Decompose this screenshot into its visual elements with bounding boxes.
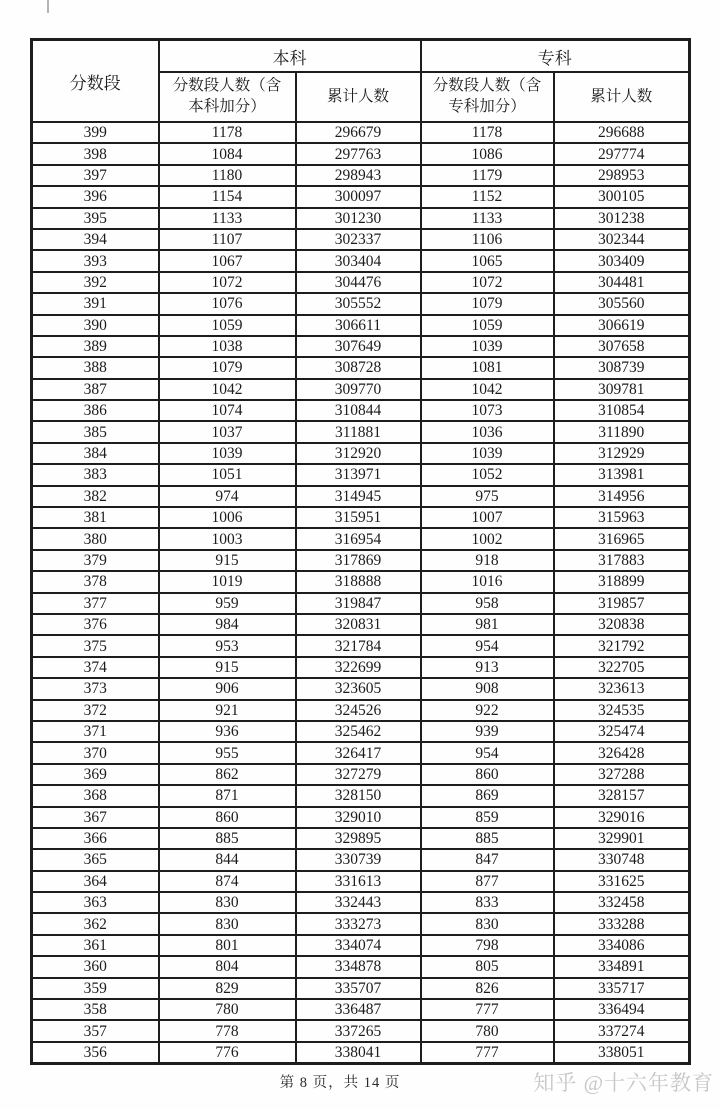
zhuanke-count-cell: 1079 [421, 293, 554, 314]
zhuanke-count-cell: 860 [421, 764, 554, 785]
table-row [32, 550, 690, 571]
benke-cumulative-cell: 316954 [296, 528, 421, 549]
benke-cumulative-cell: 314945 [296, 486, 421, 507]
benke-count-cell: 801 [159, 935, 296, 956]
zhuanke-cumulative-cell: 317883 [554, 550, 690, 571]
benke-count-cell: 974 [159, 486, 296, 507]
benke-count-cell: 862 [159, 764, 296, 785]
score-segment-cell: 397 [32, 165, 159, 186]
benke-count-cell: 1107 [159, 229, 296, 250]
score-segment-cell: 396 [32, 186, 159, 207]
zhuanke-cumulative-cell: 328157 [554, 785, 690, 806]
zhuanke-cumulative-cell: 303409 [554, 250, 690, 271]
benke-count-cell: 984 [159, 614, 296, 635]
score-segment-column-header: 分数段 [32, 40, 159, 123]
benke-count-cell: 776 [159, 1042, 296, 1064]
benke-count-cell: 1154 [159, 186, 296, 207]
zhuanke-cumulative-cell: 329901 [554, 828, 690, 849]
zhuanke-cumulative-cell: 323613 [554, 678, 690, 699]
benke-count-cell: 871 [159, 785, 296, 806]
table-row [32, 336, 690, 357]
benke-cumulative-cell: 332443 [296, 892, 421, 913]
table-row [32, 593, 690, 614]
benke-cumulative-cell: 306611 [296, 315, 421, 336]
page-footer [0, 1067, 720, 1097]
score-segment-cell: 361 [32, 935, 159, 956]
zhuanke-count-cell: 975 [421, 486, 554, 507]
zhuanke-cumulative-cell: 296688 [554, 122, 690, 143]
zhuanke-count-cell: 833 [421, 892, 554, 913]
benke-cumulative-header: 累计人数 [296, 72, 421, 122]
benke-count-cell: 1003 [159, 528, 296, 549]
table-row [32, 635, 690, 656]
benke-cumulative-cell: 328150 [296, 785, 421, 806]
benke-cumulative-cell: 331613 [296, 871, 421, 892]
score-segment-cell: 371 [32, 721, 159, 742]
benke-count-cell: 780 [159, 999, 296, 1020]
benke-count-cell: 1019 [159, 571, 296, 592]
table-row [32, 443, 690, 464]
zhuanke-count-cell: 1036 [421, 421, 554, 442]
benke-cumulative-cell: 321784 [296, 635, 421, 656]
benke-cumulative-cell: 312920 [296, 443, 421, 464]
zhuanke-count-cell: 1072 [421, 272, 554, 293]
benke-count-cell: 906 [159, 678, 296, 699]
zhuanke-cumulative-cell: 326428 [554, 742, 690, 763]
zhuanke-count-cell: 1179 [421, 165, 554, 186]
zhuanke-count-cell: 777 [421, 999, 554, 1020]
score-segment-cell: 379 [32, 550, 159, 571]
zhuanke-count-cell: 1178 [421, 122, 554, 143]
benke-count-cell: 1067 [159, 250, 296, 271]
benke-count-cell: 860 [159, 807, 296, 828]
score-segment-cell: 390 [32, 315, 159, 336]
zhuanke-count-cell: 1065 [421, 250, 554, 271]
benke-count-cell: 844 [159, 849, 296, 870]
zhuanke-count-cell: 798 [421, 935, 554, 956]
benke-cumulative-cell: 337265 [296, 1020, 421, 1041]
zhuanke-count-cell: 1052 [421, 464, 554, 485]
benke-cumulative-cell: 296679 [296, 122, 421, 143]
benke-cumulative-cell: 301230 [296, 208, 421, 229]
zhuanke-count-cell: 830 [421, 913, 554, 934]
zhuanke-count-cell: 922 [421, 700, 554, 721]
zhuanke-count-cell: 913 [421, 657, 554, 678]
benke-cumulative-cell: 333273 [296, 913, 421, 934]
zhuanke-cumulative-cell: 304481 [554, 272, 690, 293]
benke-count-cell: 1059 [159, 315, 296, 336]
score-segment-cell: 388 [32, 357, 159, 378]
score-segment-cell: 362 [32, 913, 159, 934]
zhuanke-cumulative-cell: 315963 [554, 507, 690, 528]
zhuanke-count-cell: 1039 [421, 443, 554, 464]
table-row [32, 742, 690, 763]
zhuanke-count-cell: 1016 [421, 571, 554, 592]
zhuanke-cumulative-cell: 318899 [554, 571, 690, 592]
group-header-row [32, 40, 690, 73]
table-row [32, 1042, 690, 1064]
benke-cumulative-cell: 338041 [296, 1042, 421, 1064]
zhuanke-count-cell: 908 [421, 678, 554, 699]
benke-count-cell: 1006 [159, 507, 296, 528]
zhuanke-cumulative-cell: 310854 [554, 400, 690, 421]
zhuanke-count-cell: 958 [421, 593, 554, 614]
zhuanke-cumulative-cell: 333288 [554, 913, 690, 934]
table-row [32, 956, 690, 977]
zhuanke-count-cell: 1152 [421, 186, 554, 207]
zhuanke-cumulative-cell: 307658 [554, 336, 690, 357]
benke-cumulative-cell: 329010 [296, 807, 421, 828]
benke-count-cell: 915 [159, 550, 296, 571]
zhuanke-count-cell: 877 [421, 871, 554, 892]
benke-cumulative-cell: 336487 [296, 999, 421, 1020]
zhuanke-count-header: 分数段人数（含专科加分） [421, 72, 554, 122]
table-header [32, 40, 690, 123]
score-segment-cell: 368 [32, 785, 159, 806]
zhuanke-cumulative-cell: 324535 [554, 700, 690, 721]
table-row [32, 700, 690, 721]
score-segment-cell: 370 [32, 742, 159, 763]
zhuanke-cumulative-cell: 301238 [554, 208, 690, 229]
table-row [32, 657, 690, 678]
zhuanke-count-cell: 1002 [421, 528, 554, 549]
score-segment-cell: 398 [32, 143, 159, 164]
score-segment-cell: 391 [32, 293, 159, 314]
zhuanke-cumulative-cell: 308739 [554, 357, 690, 378]
score-segment-cell: 380 [32, 528, 159, 549]
table-row [32, 571, 690, 592]
benke-count-cell: 1084 [159, 143, 296, 164]
table-row [32, 464, 690, 485]
benke-cumulative-cell: 320831 [296, 614, 421, 635]
page-number-indicator: 第 8 页，共 14 页 [279, 1075, 401, 1091]
score-segment-cell: 364 [32, 871, 159, 892]
table-row [32, 807, 690, 828]
zhuanke-count-cell: 939 [421, 721, 554, 742]
benke-cumulative-cell: 305552 [296, 293, 421, 314]
zhuanke-count-cell: 1106 [421, 229, 554, 250]
zhuanke-cumulative-cell: 309781 [554, 379, 690, 400]
benke-cumulative-cell: 330739 [296, 849, 421, 870]
zhuanke-cumulative-cell: 332458 [554, 892, 690, 913]
benke-count-header: 分数段人数（含本科加分） [159, 72, 296, 122]
benke-cumulative-cell: 319847 [296, 593, 421, 614]
zhuanke-cumulative-header: 累计人数 [554, 72, 690, 122]
scan-artifact-line [47, 0, 49, 13]
table-row [32, 614, 690, 635]
zhuanke-count-cell: 1073 [421, 400, 554, 421]
table-row [32, 678, 690, 699]
benke-cumulative-cell: 307649 [296, 336, 421, 357]
benke-cumulative-cell: 309770 [296, 379, 421, 400]
benke-cumulative-cell: 334878 [296, 956, 421, 977]
benke-cumulative-cell: 310844 [296, 400, 421, 421]
benke-cumulative-cell: 302337 [296, 229, 421, 250]
zhuanke-cumulative-cell: 312929 [554, 443, 690, 464]
table-row [32, 507, 690, 528]
benke-count-cell: 830 [159, 913, 296, 934]
score-segment-cell: 399 [32, 122, 159, 143]
score-segment-cell: 392 [32, 272, 159, 293]
benke-count-cell: 830 [159, 892, 296, 913]
score-segment-cell: 373 [32, 678, 159, 699]
score-segment-cell: 374 [32, 657, 159, 678]
score-segment-cell: 381 [32, 507, 159, 528]
score-segment-cell: 376 [32, 614, 159, 635]
benke-count-cell: 936 [159, 721, 296, 742]
score-segment-cell: 378 [32, 571, 159, 592]
score-segment-cell: 383 [32, 464, 159, 485]
benke-cumulative-cell: 327279 [296, 764, 421, 785]
score-segment-cell: 366 [32, 828, 159, 849]
benke-count-cell: 1039 [159, 443, 296, 464]
zhuanke-cumulative-cell: 331625 [554, 871, 690, 892]
table-row [32, 892, 690, 913]
table-row [32, 785, 690, 806]
table-row [32, 122, 690, 143]
zhuanke-cumulative-cell: 300105 [554, 186, 690, 207]
zhuanke-count-cell: 981 [421, 614, 554, 635]
zhuanke-cumulative-cell: 297774 [554, 143, 690, 164]
score-segment-cell: 365 [32, 849, 159, 870]
zhuanke-cumulative-cell: 313981 [554, 464, 690, 485]
zhuanke-cumulative-cell: 319857 [554, 593, 690, 614]
score-distribution-table [30, 38, 691, 1065]
benke-count-cell: 915 [159, 657, 296, 678]
zhuanke-cumulative-cell: 334086 [554, 935, 690, 956]
score-segment-cell: 395 [32, 208, 159, 229]
table-row [32, 165, 690, 186]
benke-count-cell: 1178 [159, 122, 296, 143]
zhuanke-cumulative-cell: 325474 [554, 721, 690, 742]
benke-count-cell: 885 [159, 828, 296, 849]
zhuanke-count-cell: 805 [421, 956, 554, 977]
zhuanke-cumulative-cell: 334891 [554, 956, 690, 977]
benke-cumulative-cell: 322699 [296, 657, 421, 678]
benke-cumulative-cell: 326417 [296, 742, 421, 763]
score-segment-cell: 384 [32, 443, 159, 464]
table-row [32, 229, 690, 250]
benke-cumulative-cell: 311881 [296, 421, 421, 442]
zhuanke-cumulative-cell: 305560 [554, 293, 690, 314]
zhuanke-count-cell: 869 [421, 785, 554, 806]
zhuanke-count-cell: 780 [421, 1020, 554, 1041]
benke-cumulative-cell: 313971 [296, 464, 421, 485]
benke-count-cell: 1072 [159, 272, 296, 293]
score-segment-cell: 369 [32, 764, 159, 785]
zhuanke-cumulative-cell: 335717 [554, 978, 690, 999]
zhuanke-count-cell: 1042 [421, 379, 554, 400]
zhuanke-count-cell: 1059 [421, 315, 554, 336]
benke-cumulative-cell: 304476 [296, 272, 421, 293]
benke-cumulative-cell: 315951 [296, 507, 421, 528]
zhuanke-count-cell: 826 [421, 978, 554, 999]
zhuanke-count-cell: 918 [421, 550, 554, 571]
zhuanke-cumulative-cell: 330748 [554, 849, 690, 870]
table-row [32, 293, 690, 314]
benke-group-header: 本科 [159, 40, 421, 73]
zhuanke-cumulative-cell: 320838 [554, 614, 690, 635]
score-segment-cell: 359 [32, 978, 159, 999]
benke-count-cell: 1180 [159, 165, 296, 186]
benke-cumulative-cell: 318888 [296, 571, 421, 592]
score-segment-cell: 357 [32, 1020, 159, 1041]
score-segment-cell: 358 [32, 999, 159, 1020]
table-row [32, 978, 690, 999]
zhuanke-group-header: 专科 [421, 40, 690, 73]
zhuanke-cumulative-cell: 327288 [554, 764, 690, 785]
score-segment-cell: 372 [32, 700, 159, 721]
benke-count-cell: 921 [159, 700, 296, 721]
benke-count-cell: 829 [159, 978, 296, 999]
zhuanke-cumulative-cell: 311890 [554, 421, 690, 442]
table-row [32, 721, 690, 742]
score-segment-cell: 393 [32, 250, 159, 271]
score-table-body [32, 122, 690, 1064]
zhuanke-count-cell: 885 [421, 828, 554, 849]
benke-count-cell: 874 [159, 871, 296, 892]
table-row [32, 357, 690, 378]
table-row [32, 528, 690, 549]
zhuanke-cumulative-cell: 314956 [554, 486, 690, 507]
score-segment-cell: 387 [32, 379, 159, 400]
benke-count-cell: 1037 [159, 421, 296, 442]
score-segment-cell: 360 [32, 956, 159, 977]
zhuanke-cumulative-cell: 298953 [554, 165, 690, 186]
score-segment-cell: 382 [32, 486, 159, 507]
benke-cumulative-cell: 297763 [296, 143, 421, 164]
table-row [32, 379, 690, 400]
table-row [32, 272, 690, 293]
zhuanke-count-cell: 1081 [421, 357, 554, 378]
table-row [32, 764, 690, 785]
benke-cumulative-cell: 329895 [296, 828, 421, 849]
zhuanke-count-cell: 954 [421, 742, 554, 763]
benke-cumulative-cell: 303404 [296, 250, 421, 271]
benke-count-cell: 1133 [159, 208, 296, 229]
zhuanke-cumulative-cell: 322705 [554, 657, 690, 678]
zhuanke-count-cell: 847 [421, 849, 554, 870]
benke-count-cell: 959 [159, 593, 296, 614]
score-segment-cell: 386 [32, 400, 159, 421]
benke-count-cell: 778 [159, 1020, 296, 1041]
benke-count-cell: 1079 [159, 357, 296, 378]
benke-count-cell: 1076 [159, 293, 296, 314]
score-segment-cell: 389 [32, 336, 159, 357]
zhuanke-cumulative-cell: 336494 [554, 999, 690, 1020]
zhuanke-count-cell: 1007 [421, 507, 554, 528]
benke-cumulative-cell: 325462 [296, 721, 421, 742]
zhuanke-count-cell: 1133 [421, 208, 554, 229]
zhuanke-cumulative-cell: 316965 [554, 528, 690, 549]
score-segment-cell: 394 [32, 229, 159, 250]
zhuanke-count-cell: 859 [421, 807, 554, 828]
benke-cumulative-cell: 317869 [296, 550, 421, 571]
table-row [32, 849, 690, 870]
benke-cumulative-cell: 335707 [296, 978, 421, 999]
zhuanke-cumulative-cell: 306619 [554, 315, 690, 336]
score-segment-cell: 367 [32, 807, 159, 828]
benke-cumulative-cell: 300097 [296, 186, 421, 207]
benke-count-cell: 953 [159, 635, 296, 656]
benke-count-cell: 1042 [159, 379, 296, 400]
benke-count-cell: 955 [159, 742, 296, 763]
table-row [32, 828, 690, 849]
table-row [32, 315, 690, 336]
benke-cumulative-cell: 323605 [296, 678, 421, 699]
zhuanke-cumulative-cell: 329016 [554, 807, 690, 828]
benke-count-cell: 804 [159, 956, 296, 977]
benke-count-cell: 1051 [159, 464, 296, 485]
table-row [32, 186, 690, 207]
table-row [32, 935, 690, 956]
table-row [32, 871, 690, 892]
score-segment-cell: 356 [32, 1042, 159, 1064]
zhuanke-cumulative-cell: 338051 [554, 1042, 690, 1064]
benke-count-cell: 1074 [159, 400, 296, 421]
table-row [32, 143, 690, 164]
score-segment-cell: 363 [32, 892, 159, 913]
table-row [32, 421, 690, 442]
zhuanke-count-cell: 954 [421, 635, 554, 656]
table-row [32, 486, 690, 507]
watermark-text: 知乎 @十六年教育 [533, 1071, 714, 1095]
table-row [32, 250, 690, 271]
benke-cumulative-cell: 324526 [296, 700, 421, 721]
zhuanke-count-cell: 1039 [421, 336, 554, 357]
zhuanke-cumulative-cell: 302344 [554, 229, 690, 250]
zhuanke-count-cell: 1086 [421, 143, 554, 164]
table-row [32, 1020, 690, 1041]
zhuanke-count-cell: 777 [421, 1042, 554, 1064]
score-segment-cell: 377 [32, 593, 159, 614]
table-row [32, 913, 690, 934]
benke-cumulative-cell: 308728 [296, 357, 421, 378]
table-row [32, 208, 690, 229]
benke-count-cell: 1038 [159, 336, 296, 357]
table-row [32, 400, 690, 421]
benke-cumulative-cell: 298943 [296, 165, 421, 186]
table-row [32, 999, 690, 1020]
score-segment-cell: 385 [32, 421, 159, 442]
score-segment-cell: 375 [32, 635, 159, 656]
zhuanke-cumulative-cell: 337274 [554, 1020, 690, 1041]
benke-cumulative-cell: 334074 [296, 935, 421, 956]
zhuanke-cumulative-cell: 321792 [554, 635, 690, 656]
